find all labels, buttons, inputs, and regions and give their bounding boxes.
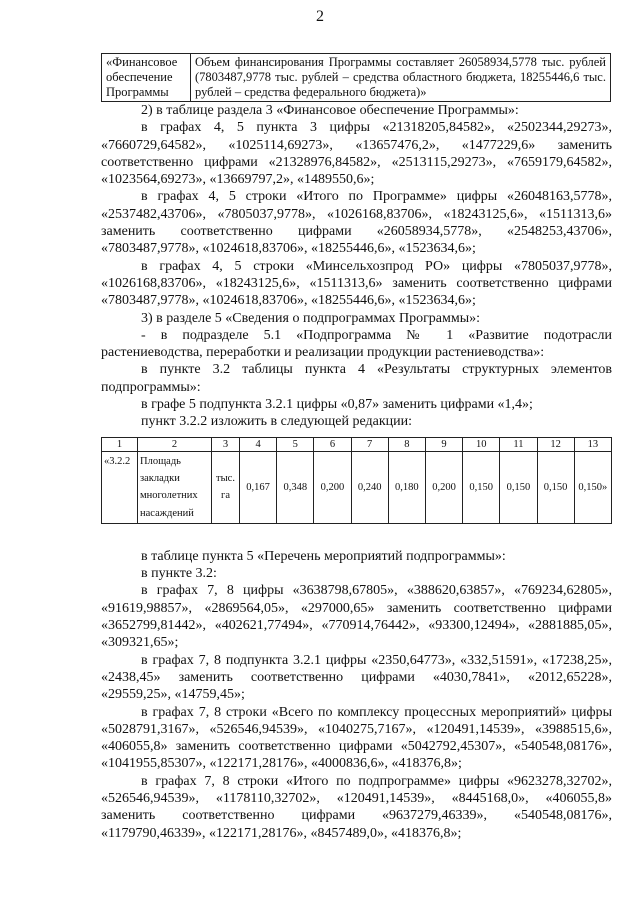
column-header: 5 (277, 437, 314, 451)
paragraph: пункт 3.2.2 изложить в следующей редакции: (141, 414, 412, 430)
page-number: 2 (316, 8, 324, 25)
financing-label-cell: «Финансовое обеспечение Программы (102, 54, 191, 102)
column-header: 10 (463, 437, 500, 451)
paragraph: в графах 7, 8 строки «Всего по комплексу процессных мероприятий» цифры «5028791,3167», «526546,94539», «1040275,7167», «120491,14539», «3988515,6», «406055,8» заменить соответственно цифрами «5042792,45307», «540548,08176», «1041955,85307», «122171,28176», «4000836,6», «418376,8»; (101, 704, 612, 772)
paragraph: в графах 4, 5 строки «Минсельхозпрод РО» цифры «7805037,9778», «1026168,83706», «18243125,6», «1511313,6» заменить соответственно цифрами «7803487,9778», «1024618,83706», «18255446,6», «1523634,6»; (101, 258, 612, 309)
column-header: 7 (351, 437, 388, 451)
table-cell: тыс. га (212, 451, 240, 523)
indicator-table-header (102, 437, 612, 451)
paragraph: 2) в таблице раздела 3 «Финансовое обеспечение Программы»: (141, 103, 519, 118)
column-header: 6 (314, 437, 351, 451)
paragraph: в пункте 3.2: (141, 566, 217, 582)
table-cell: 0,150 (500, 451, 537, 523)
table-cell: 0,200 (314, 451, 351, 523)
column-header: 12 (537, 437, 574, 451)
indicator-table (101, 437, 612, 524)
column-header: 9 (425, 437, 462, 451)
column-header: 1 (102, 437, 138, 451)
table-cell: «3.2.2 (102, 451, 138, 523)
paragraph: в графах 7, 8 строки «Итого по подпрограмме» цифры «9623278,32702», «526546,94539», «1178110,32702», «120491,14539», «8445168,0», «406055,8» заменить соответственно цифрами «9637279,46339», «540548,08176», «1179790,46339», «122171,28176», «8457489,0», «418376,8»; (101, 773, 612, 841)
column-header: 4 (240, 437, 277, 451)
paragraph: в графе 5 подпункта 3.2.1 цифры «0,87» заменить цифрами «1,4»; (141, 397, 533, 413)
table-cell: 0,150 (537, 451, 574, 523)
table-cell: 0,150» (574, 451, 611, 523)
table-cell: 0,348 (277, 451, 314, 523)
financing-table-row (102, 54, 611, 102)
paragraph: - в подразделе 5.1 «Подпрограмма № 1 «Развитие подотрасли растениеводства, переработки и реализации продукции растениеводства»: (101, 327, 612, 361)
table-cell: 0,200 (425, 451, 462, 523)
paragraph: в графах 7, 8 подпункта 3.2.1 цифры «2350,64773», «332,51591», «17238,25», «2438,45» заменить соответственно цифрами «4030,7841», «2012,65228», «29559,25», «14759,45»; (101, 652, 612, 703)
column-header: 8 (388, 437, 425, 451)
column-header: 2 (138, 437, 212, 451)
paragraph: в таблице пункта 5 «Перечень мероприятий подпрограммы»: (141, 548, 506, 564)
paragraph: 3) в разделе 5 «Сведения о подпрограммах Программы»: (141, 310, 481, 326)
column-header: 3 (212, 437, 240, 451)
column-header: 13 (574, 437, 611, 451)
table-cell: 0,167 (240, 451, 277, 523)
paragraph: в графах 4, 5 пункта 3 цифры «21318205,84582», «2502344,29273», «7660729,64582», «1025114,69273», «13657476,2», «1477229,6» заменить соответственно цифрами «21328976,84582», «2513115,29273», «7659179,64582», «1023564,69273», «13669797,2», «1489550,6»; (101, 120, 612, 188)
indicator-table-row (102, 451, 612, 523)
paragraph: в пункте 3.2 таблицы пункта 4 «Результаты структурных элементов подпрограммы»: (101, 362, 612, 395)
document-body (101, 102, 612, 842)
table-cell: 0,150 (463, 451, 500, 523)
paragraph: в графах 7, 8 цифры «3638798,67805», «388620,63857», «769234,62805», «91619,98857», «2869564,05», «297000,65» заменить соответственно цифрами «3652799,81442», «402621,77494», «770914,76442», «93300,12494», «2881885,05», «309321,65»; (101, 583, 612, 651)
financing-text-cell: Объем финансирования Программы составляет 26058934,5778 тыс. рублей (7803487,9778 тыс. рублей – средства областного бюджета, 18255446,6 тыс. рублей – средства федерального бюджета)» (191, 54, 611, 102)
table-cell: Площадь закладки многолетних насаждений (138, 451, 212, 523)
table-cell: 0,180 (388, 451, 425, 523)
financing-table (101, 53, 611, 102)
paragraph: в графах 4, 5 строки «Итого по Программе» цифры «26048163,5778», «2537482,43706», «7805037,9778», «1026168,83706», «18243125,6», «1511313,6» заменить соответственно цифрами «26058934,5778», «2548253,43706», «7803487,9778», «1024618,83706», «18255446,6», «1523634,6»; (101, 189, 612, 257)
table-cell: 0,240 (351, 451, 388, 523)
column-header: 11 (500, 437, 537, 451)
